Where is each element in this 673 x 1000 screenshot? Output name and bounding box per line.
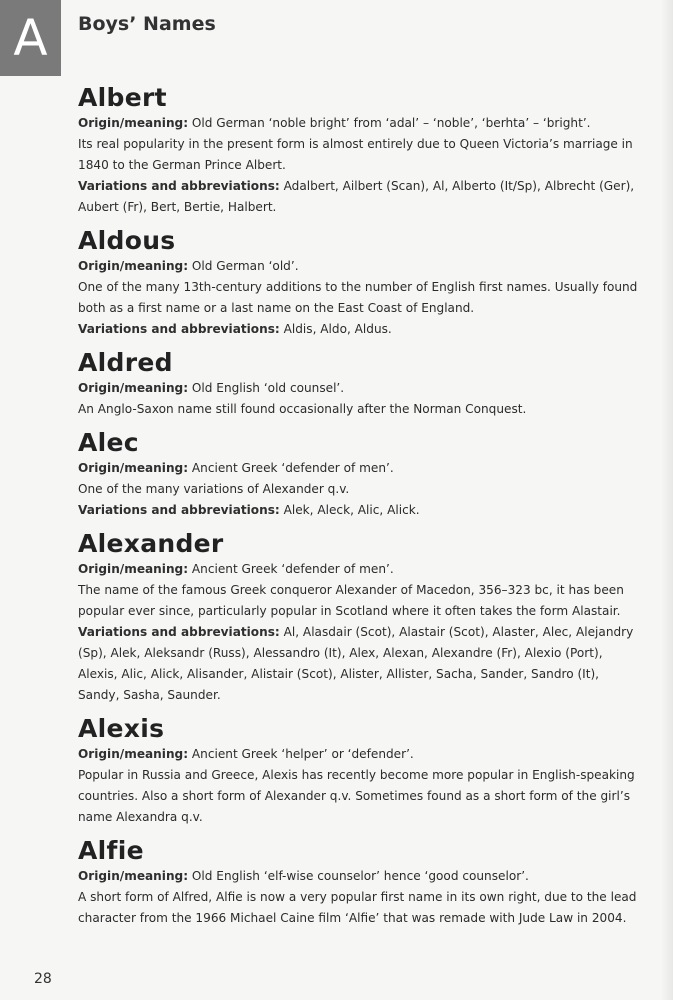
origin-line (78, 113, 638, 134)
variations-label: Variations and abbreviations: (78, 322, 280, 336)
origin-label: Origin/meaning: (78, 259, 189, 273)
variations-line (78, 622, 638, 706)
entry-name: Alexander (78, 529, 224, 558)
origin-label: Origin/meaning: (78, 461, 189, 475)
origin-line (78, 256, 638, 277)
entry-alfie (78, 836, 638, 929)
entry-aldous (78, 226, 638, 340)
entry-alexis (78, 714, 638, 828)
description: The name of the famous Greek conqueror Alexander of Macedon, 356–323 bc, it has been popular ever since, particularly popular in Scotland where it often takes the form Alastair. (78, 583, 624, 618)
entry-name: Aldred (78, 348, 173, 377)
entry-name: Aldous (78, 226, 176, 255)
description: An Anglo-Saxon name still found occasionally after the Norman Conquest. (78, 402, 527, 416)
origin-label: Origin/meaning: (78, 116, 189, 130)
description: Popular in Russia and Greece, Alexis has recently become more popular in English-speaking countries. Also a short form of Alexander q.v. Sometimes found as a short form of the girl’s name Alexandra q.v. (78, 768, 635, 824)
origin-label: Origin/meaning: (78, 381, 189, 395)
origin-label: Origin/meaning: (78, 562, 189, 576)
variations-label: Variations and abbreviations: (78, 625, 280, 639)
origin-line (78, 378, 638, 399)
variations-text: Al, Alasdair (Scot), Alastair (Scot), Alaster, Alec, Alejandry (Sp), Alek, Aleksandr (Russ), Alessandro (It), Alex, Alexan, Alexandre (Fr), Alexio (Port), Alexis, Alic, Alick, Alisander, Alistair (Scot), Alister, Allister, Sacha, Sander, Sandro (It), Sandy, Sasha, Saunder. (78, 625, 634, 702)
origin-text: Ancient Greek ‘defender of men’. (191, 461, 394, 475)
variations-line (78, 319, 638, 340)
entry-albert (78, 83, 638, 218)
variations-text: Adalbert, Ailbert (Scan), Al, Alberto (It/Sp), Albrecht (Ger), Aubert (Fr), Bert, Bertie, Halbert. (78, 179, 635, 214)
origin-text: Old German ‘noble bright’ from ‘adal’ – ‘noble’, ‘berhta’ – ‘bright’. (191, 116, 591, 130)
variations-line (78, 500, 638, 521)
entry-name: Albert (78, 83, 167, 112)
entry-name: Alfie (78, 836, 144, 865)
origin-text: Old German ‘old’. (191, 259, 299, 273)
variations-text: Alek, Aleck, Alic, Alick. (283, 503, 420, 517)
variations-label: Variations and abbreviations: (78, 179, 280, 193)
page-number: 28 (34, 971, 52, 987)
description: One of the many 13th-century additions to the number of English first names. Usually found both as a first name or a last name on the East Coast of England. (78, 280, 638, 315)
page-edge-shadow (661, 0, 673, 1000)
entry-name: Alexis (78, 714, 165, 743)
entry-alec (78, 428, 638, 521)
description: One of the many variations of Alexander q.v. (78, 482, 350, 496)
origin-label: Origin/meaning: (78, 869, 189, 883)
letter-tab: A (0, 0, 61, 76)
section-title: Boys’ Names (78, 13, 216, 35)
origin-line (78, 458, 638, 479)
description: Its real popularity in the present form is almost entirely due to Queen Victoria’s marriage in 1840 to the German Prince Albert. (78, 137, 633, 172)
entry-name: Alec (78, 428, 139, 457)
origin-text: Ancient Greek ‘defender of men’. (191, 562, 394, 576)
description: A short form of Alfred, Alfie is now a very popular first name in its own right, due to the lead character from the 1966 Michael Caine film ‘Alfie’ that was remade with Jude Law in 2004. (78, 890, 637, 925)
origin-line (78, 744, 638, 765)
entry-list (78, 83, 638, 937)
origin-line (78, 866, 638, 887)
origin-text: Ancient Greek ‘helper’ or ‘defender’. (191, 747, 414, 761)
origin-text: Old English ‘elf-wise counselor’ hence ‘good counselor’. (191, 869, 529, 883)
entry-aldred (78, 348, 638, 420)
entry-alexander (78, 529, 638, 706)
variations-line (78, 176, 638, 218)
variations-label: Variations and abbreviations: (78, 503, 280, 517)
origin-line (78, 559, 638, 580)
variations-text: Aldis, Aldo, Aldus. (283, 322, 392, 336)
origin-label: Origin/meaning: (78, 747, 189, 761)
origin-text: Old English ‘old counsel’. (191, 381, 345, 395)
